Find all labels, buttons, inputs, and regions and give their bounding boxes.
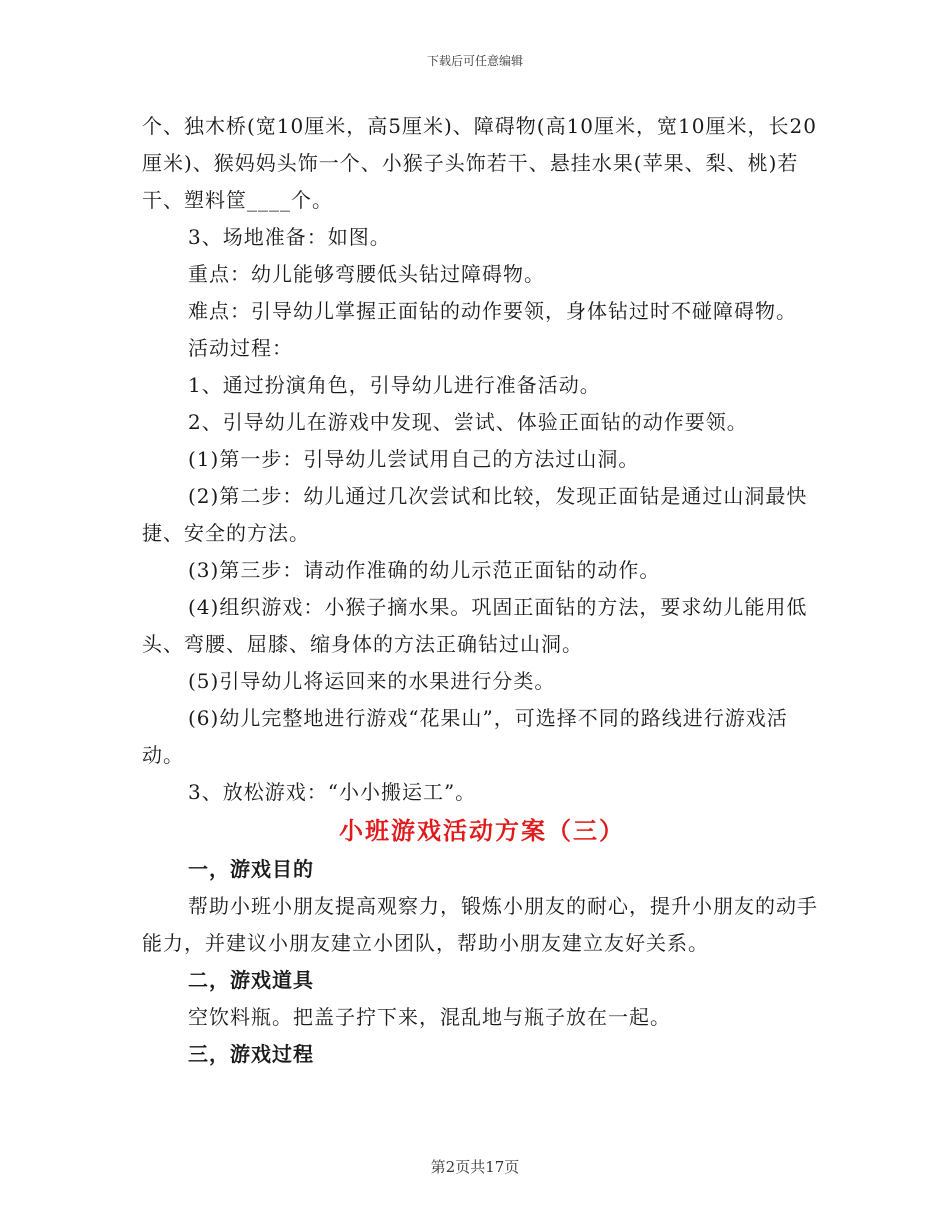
- paragraph-substep-4: (4)组织游戏：小猴子摘水果。巩固正面钻的方法，要求幼儿能用低头、弯腰、屈膝、缩身体的方法正确钻过山洞。: [142, 595, 808, 656]
- paragraph-substep-2: (2)第二步：幼儿通过几次尝试和比较，发现正面钻是通过山洞最快捷、安全的方法。: [142, 484, 808, 545]
- page-header: 下载后可任意编辑: [426, 54, 523, 68]
- paragraph-venue: 3、场地准备：如图。: [188, 225, 391, 249]
- paragraph-difficulty: 难点：引导幼儿掌握正面钻的动作要领，身体钻过时不碰障碍物。: [188, 299, 797, 323]
- paragraph-key-point: 重点：幼儿能够弯腰低头钻过障碍物。: [188, 262, 545, 286]
- sub-heading-goal: 一，游戏目的: [188, 857, 314, 881]
- paragraph-step-2: 2、引导幼儿在游戏中发现、尝试、体验正面钻的动作要领。: [188, 410, 748, 434]
- sub-heading-props: 二，游戏道具: [188, 968, 314, 992]
- paragraph-substep-6: (6)幼儿完整地进行游戏“花果山”，可选择不同的路线进行游戏活动。: [142, 706, 788, 767]
- paragraph-props: 空饮料瓶。把盖子拧下来，混乱地与瓶子放在一起。: [188, 1005, 671, 1029]
- paragraph-substep-5: (5)引导幼儿将运回来的水果进行分类。: [188, 669, 556, 693]
- paragraph-materials: 个、独木桥(宽10厘米，高5厘米)、障碍物(高10厘米，宽10厘米，长20厘米)、猴妈妈头饰一个、小猴子头饰若干、悬挂水果(苹果、梨、桃)若干、塑料筐____个。: [142, 114, 817, 212]
- paragraph-goal: 帮助小班小朋友提高观察力，锻炼小朋友的耐心，提升小朋友的动手能力，并建议小朋友建立小团队，帮助小朋友建立友好关系。: [142, 894, 818, 955]
- paragraph-step-3: 3、放松游戏：“小小搬运工”。: [188, 780, 477, 804]
- page-footer: 第2页共17页: [430, 1158, 520, 1176]
- paragraph-substep-1: (1)第一步：引导幼儿尝试用自己的方法过山洞。: [188, 447, 640, 471]
- document-body: [142, 108, 822, 1073]
- sub-heading-process: 三，游戏过程: [188, 1042, 314, 1066]
- paragraph-substep-3: (3)第三步：请动作准确的幼儿示范正面钻的动作。: [188, 558, 661, 582]
- paragraph-step-1: 1、通过扮演角色，引导幼儿进行准备活动。: [188, 373, 601, 397]
- section-title: 小班游戏活动方案（三）: [339, 816, 625, 845]
- paragraph-process-label: 活动过程：: [188, 336, 293, 360]
